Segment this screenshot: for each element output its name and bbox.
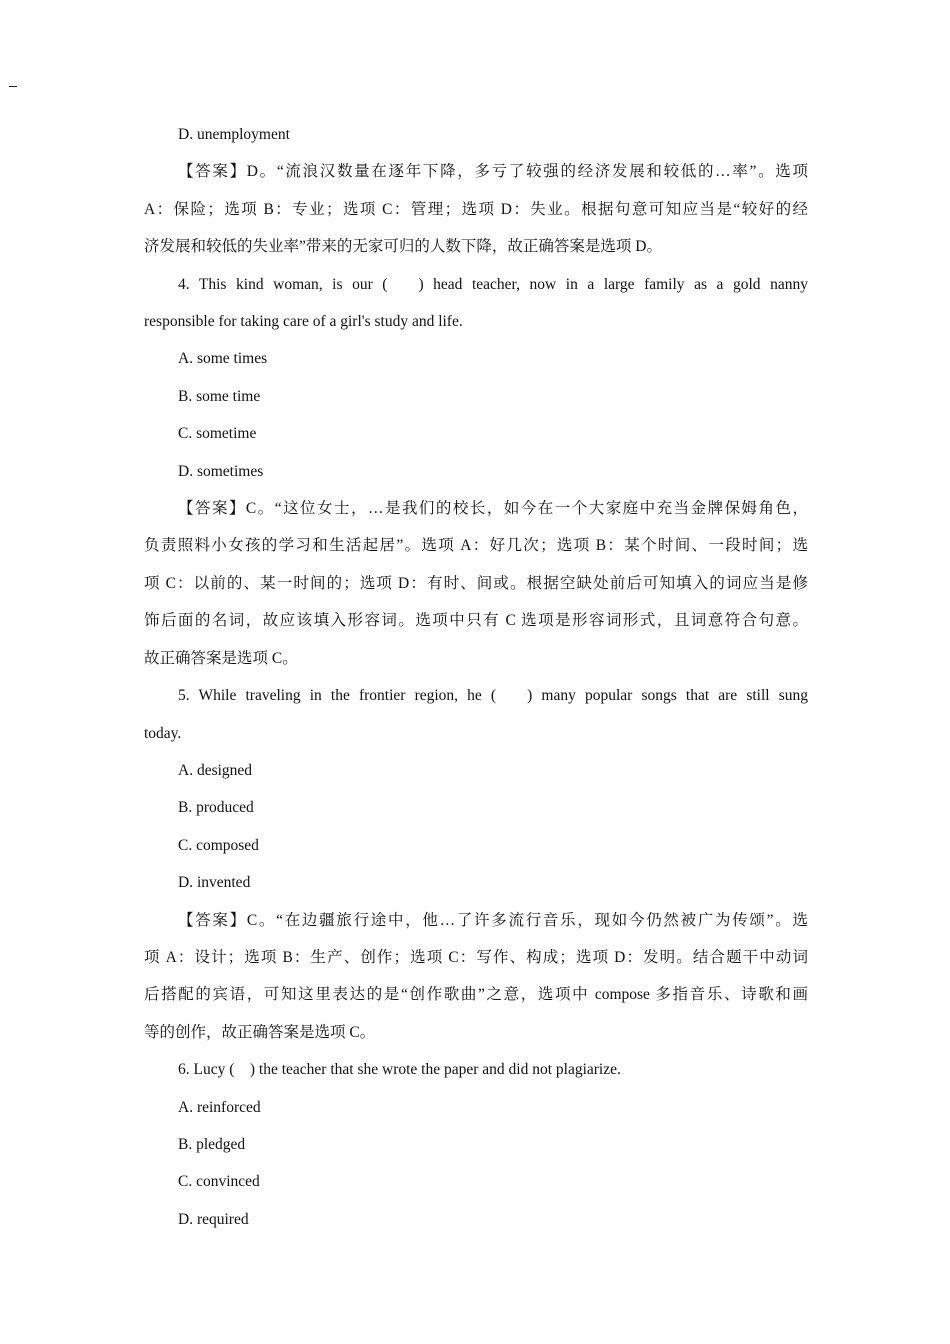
q6-option-a: A. reinforced [178,1098,261,1116]
q3-answer-line-3: 济发展和较低的失业率”带来的无家可归的人数下降，故正确答案是选项 D。 [144,238,662,256]
q5-answer-line-2: 项 A：设计；选项 B：生产、创作；选项 C：写作、构成；选项 D：发明。结合题干中动词 [144,948,808,966]
q5-stem-line-2: today. [144,724,182,742]
q4-answer-line-2: 负责照料小女孩的学习和生活起居”。选项 A：好几次；选项 B：某个时间、一段时间；选 [144,537,808,555]
q6-option-c: C. convinced [178,1173,260,1191]
q5-answer-line-4: 等的创作，故正确答案是选项 C。 [144,1023,376,1041]
q5-answer-line-1: 【答案】C。“在边疆旅行途中，他…了许多流行音乐，现如今仍然被广为传颂”。选 [178,911,808,929]
q4-stem-line-2: responsible for taking care of a girl's study and life. [144,313,463,331]
q6-option-b: B. pledged [178,1135,246,1153]
q3-answer-line-2: A：保险；选项 B：专业；选项 C：管理；选项 D：失业。根据句意可知应当是“较好的经 [144,200,808,218]
q4-option-d: D. sometimes [178,462,264,480]
q4-option-c: C. sometime [178,425,257,443]
q4-answer-line-3: 项 C：以前的、某一时间的；选项 D：有时、间或。根据空缺处前后可知填入的词应当是修 [144,574,808,592]
q4-answer-line-5: 故正确答案是选项 C。 [144,649,298,667]
q5-option-b: B. produced [178,799,254,817]
q3-option-d: D. unemployment [178,126,290,143]
q5-option-a: A. designed [178,761,253,779]
q3-answer-line-1: 【答案】D。“流浪汉数量在逐年下降，多亏了较强的经济发展和较低的…率”。选项 [178,163,808,181]
q5-option-d: D. invented [178,874,251,892]
q4-answer-line-4: 饰后面的名词，故应该填入形容词。选项中只有 C 选项是形容词形式，且词意符合句意。 [144,612,808,630]
q4-stem-line-1: 4. This kind woman, is our ( ) head teacher, now in a large family as a gold nanny [178,275,808,293]
q5-stem-line-1: 5. While traveling in the frontier region, he ( ) many popular songs that are still sung [178,687,808,705]
q4-answer-line-1: 【答案】C。“这位女士，…是我们的校长，如今在一个大家庭中充当金牌保姆角色， [178,500,808,518]
q5-answer-line-3: 后搭配的宾语，可知这里表达的是“创作歌曲”之意，选项中 compose 多指音乐、诗歌和画 [144,986,808,1004]
document-body [144,116,808,1238]
q4-option-a: A. some times [178,350,268,368]
q5-option-c: C. composed [178,836,259,854]
q6-option-d: D. required [178,1210,249,1228]
q4-option-b: B. some time [178,387,261,405]
q6-stem: 6. Lucy ( ) the teacher that she wrote the paper and did not plagiarize. [178,1061,621,1079]
page-corner-mark [9,86,17,87]
